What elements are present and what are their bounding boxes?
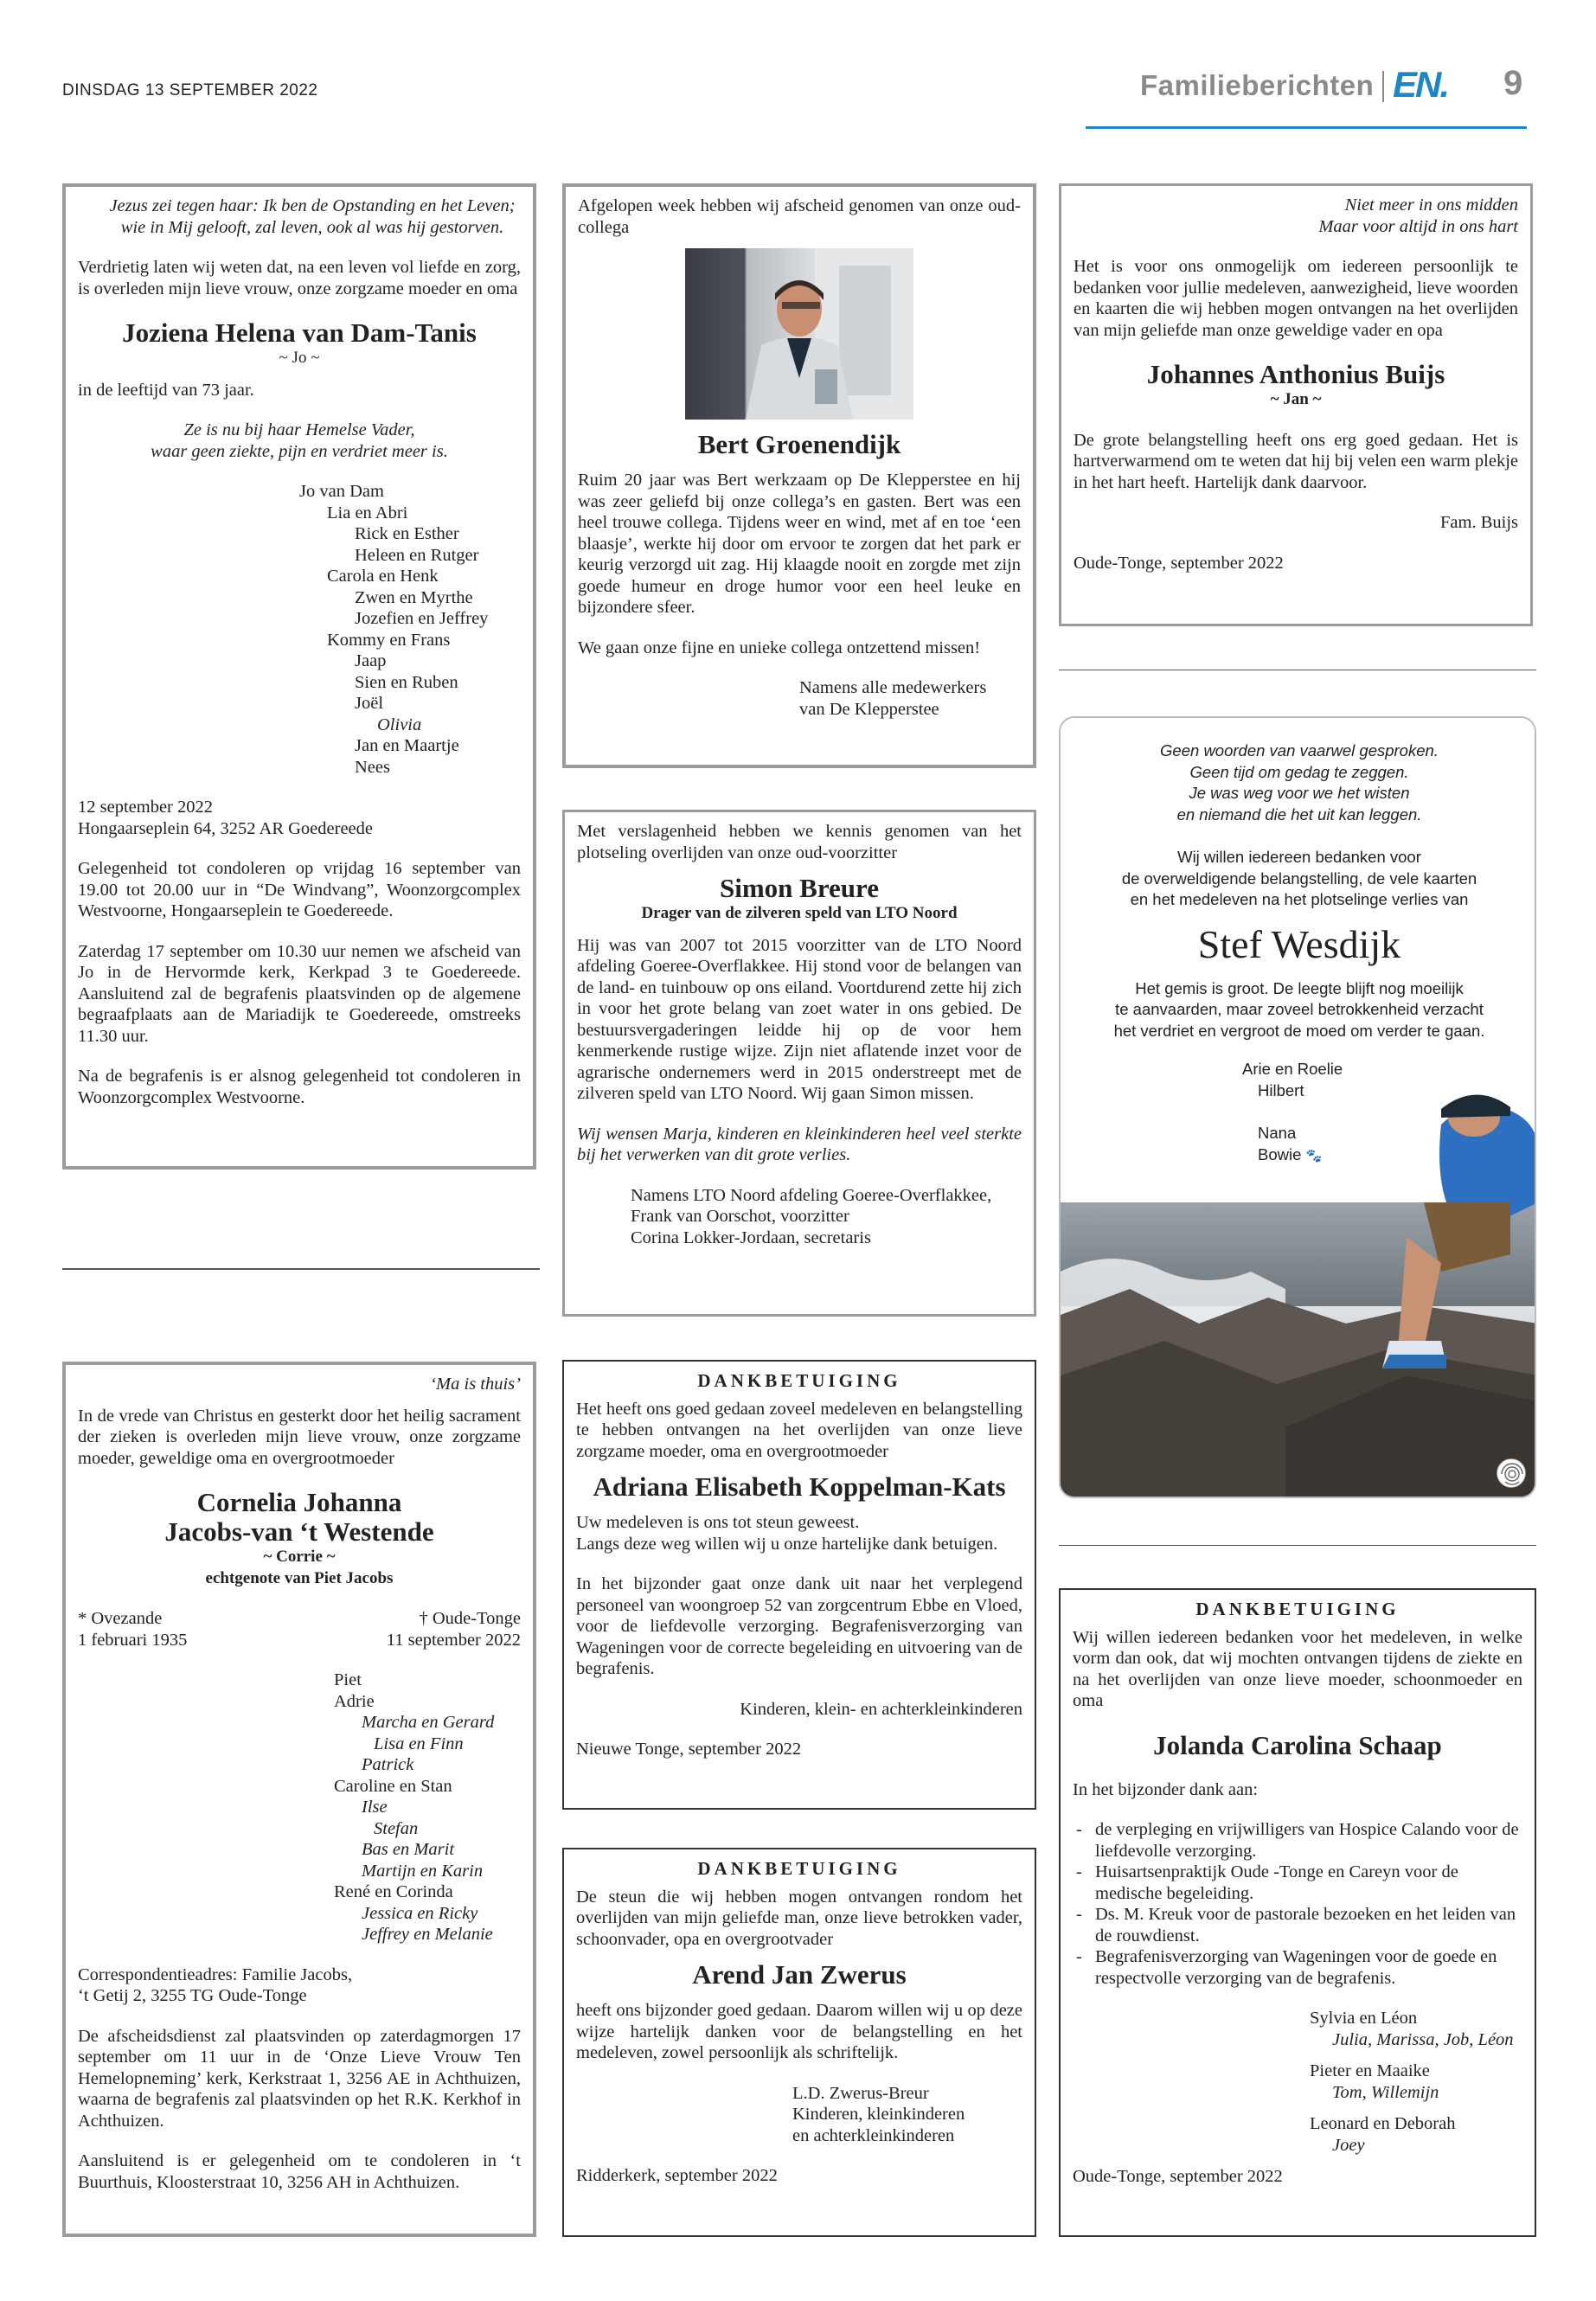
body-text: Het gemis is groot. De leegte blijft nog moeilijk te aanvaarden, maar zoveel betrokkenheid verzacht het verdriet en vergroot de moed om verder te gaan. (1113, 978, 1485, 1040)
lead-text: In het bijzonder dank aan: (1073, 1779, 1259, 1799)
deceased-name: Bert Groenendijk (697, 429, 901, 459)
nickname: ~ Jan ~ (1270, 390, 1322, 408)
condolence-text: Gelegenheid tot condoleren op vrijdag 16 september van 19.00 tot 20.00 uur in “De Windvang”, Woonzorgcomplex Westvoorne, Hongaarseplein te Goedereede. (78, 859, 521, 920)
deceased-name: Arend Jan Zwerus (692, 1959, 907, 1990)
thanks-zwerus (562, 1848, 1036, 2237)
thanks-wesdijk (1059, 716, 1536, 1498)
family-list: Piet Adrie Marcha en Gerard Lisa en Finn Patrick Caroline en Stan Ilse Stefan Bas en Marit Martijn en Karin René en Corinda Jessica en Ricky Jeffrey en Melanie (334, 1670, 495, 1944)
column-divider (1059, 1545, 1536, 1546)
condolence-text: Aansluitend is er gelegenheid om te condoleren in ‘t Buurthuis, Kloosterstraat 10, 3256 AH in Achthuizen. (78, 2151, 521, 2192)
intro-text: Het is voor ons onmogelijk om iedereen persoonlijk te bedanken voor jullie medeleven, aanwezigheid, lieve woorden en kaarten die wij hebben mogen ontvangen na het overlijden van mijn geliefde man onze geweldige vader en opa (1074, 257, 1518, 340)
body-text: De grote belangstelling heeft ons erg goed gedaan. Het is hartverwarmend om te weten dat hij bij velen een warm plekje in het hart heeft. Hartelijk dank daarvoor. (1074, 430, 1518, 492)
signature: Namens alle medewerkers van De Klepperstee (799, 678, 987, 719)
list-item: - Ds. M. Kreuk voor de pastorale bezoeken en het leiden van de rouwdienst. (1073, 1904, 1522, 1946)
place-date: Oude-Tonge, september 2022 (1074, 553, 1284, 573)
fingerprint-icon (1497, 1458, 1526, 1488)
obituary-van-dam (62, 183, 536, 1170)
service-text: De afscheidsdienst zal plaatsvinden op zaterdagmorgen 17 september om 11 uur in de ‘Onze Lieve Vrouw Ten Hemelopneming’ kerk, Kerkstraat 1, 3256 AE in Achthuizen, waarna de begrafenis zal plaatsvinden op het R.K. Kerkhof in Achthuizen. (78, 2026, 521, 2131)
obituary-breure (562, 810, 1036, 1317)
list-item: - de verpleging en vrijwilligers van Hospice Calando voor de liefdevolle verzorging. (1073, 1819, 1522, 1862)
date-line: 12 september 2022 (78, 798, 213, 817)
spouse: echtgenote van Piet Jacobs (205, 1568, 394, 1587)
subtitle: Drager van de zilveren speld van LTO Noord (641, 904, 958, 922)
nickname: ~ Corrie ~ (263, 1548, 336, 1566)
ad-heading: DANKBETUIGING (697, 1370, 901, 1391)
thanks-buijs (1059, 183, 1533, 626)
family-list: Arie en Roelie Hilbert Nana Bowie 🐾 (1242, 1060, 1343, 1163)
thanks-koppelman (562, 1360, 1036, 1810)
bible-quote: Jezus zei tegen haar: Ik ben de Opstanding en het Leven; wie in Mij gelooft, zal leven, ook al was hij gestorven. (109, 196, 516, 237)
deceased-name: Johannes Anthonius Buijs (1146, 359, 1445, 389)
age-text: in de leeftijd van 73 jaar. (78, 380, 254, 400)
nickname: ~ Jo ~ (279, 349, 320, 367)
list-item: - Begrafenisverzorging van Wageningen voor de goede en respectvolle verzorging van de begrafenis. (1073, 1946, 1522, 1989)
poem: Geen woorden van vaarwel gesproken. Geen tijd om gedag te zeggen. Je was weg voor we het wisten en niemand die het uit kan leggen. (1160, 741, 1439, 824)
ad-heading: DANKBETUIGING (1195, 1599, 1400, 1619)
address-line: Hongaarseplein 64, 3252 AR Goedereede (78, 818, 373, 838)
funeral-text: Zaterdag 17 september om 10.30 uur nemen we afscheid van Jo in de Hervormde kerk, Kerkpad 3 te Goedereede. Aansluitend zal de begrafenis plaatsvinden op de algemene begraafplaats aan de Mariadijk te Goedereede, omstreeks 11.30 uur. (78, 941, 521, 1046)
deceased-name: Jolanda Carolina Schaap (1153, 1729, 1442, 1760)
obituary-jacobs (62, 1362, 536, 2237)
place-date: Nieuwe Tonge, september 2022 (576, 1740, 802, 1759)
deceased-name: Stef Wesdijk (1197, 921, 1401, 966)
intro-text: Het heeft ons goed gedaan zoveel medeleven en belangstelling te hebben ontvangen na het overlijden van onze lieve zorgzame moeder, oma en overgrootmoeder (576, 1399, 1022, 1461)
deceased-name: Simon Breure (719, 873, 879, 903)
header-rule (1086, 126, 1527, 129)
closing-text: We gaan onze fijne en unieke collega ontzettend missen! (578, 638, 981, 657)
second-quote: Ze is nu bij haar Hemelse Vader, waar geen ziekte, pijn en verdriet meer is. (151, 420, 448, 461)
ad-text-block (1061, 740, 1536, 1167)
quote: Niet meer in ons midden Maar voor altijd in ons hart (1318, 195, 1518, 236)
dates: * Ovezande 1 februari 1935 † Oude-Tonge 11 september 2022 (78, 1609, 521, 1650)
thanks-text: Wij willen iedereen bedanken voor de overweldigende belangstelling, de vele kaarten en het medeleven na het plotselinge verlies van (1121, 848, 1477, 908)
intro-text: In de vrede van Christus en gesterkt door het heilig sacrament der zieken is overleden mijn lieve vrouw, onze zorgzame moeder, geweldige oma en overgrootmoeder (78, 1406, 521, 1468)
support-text: Uw medeleven is ons tot steun geweest. Langs deze weg willen wij u onze hartelijke dank betuigen. (576, 1513, 998, 1554)
ad-heading: DANKBETUIGING (697, 1858, 901, 1879)
body-text: Ruim 20 jaar was Bert werkzaam op De Klepperstee en hij was zeer geliefd bij onze collega’s en gasten. Bert was een heel trouwe collega. Tijdens weer en wind, met af en toe ‘een blaasje’, werkte hij door om ervoor te zorgen dat het park er keurig verzorgd uit zag. Hij klaagde nooit en zorgde met zijn goede humeur en droge humor voor een heel leuke en bijzondere sfeer. (578, 471, 1021, 617)
deceased-name: Adriana Elisabeth Koppelman-Kats (593, 1471, 1006, 1502)
family-list: Jo van Dam Lia en Abri Rick en Esther Heleen en Rutger Carola en Henk Zwen en Myrthe Jozefien en Jeffrey Kommy en Frans Jaap Sien en Ruben Joël Olivia Jan en Maartje Nees (299, 482, 489, 777)
signature: Namens LTO Noord afdeling Goeree-Overflakkee, Frank van Oorschot, voorzitter Corina Lokker-Jordaan, secretaris (631, 1185, 992, 1247)
signature: Fam. Buijs (1440, 513, 1518, 532)
quote: ‘Ma is thuis’ (430, 1375, 521, 1394)
intro-text: Verdrietig laten wij weten dat, na een leven vol liefde en zorg, is overleden mijn lieve vrouw, onze zorgzame moeder en oma (78, 258, 521, 298)
section-title: Familieberichten (1140, 69, 1375, 101)
correspondence-address: Correspondentieadres: Familie Jacobs, ‘t Getij 2, 3255 TG Oude-Tonge (78, 1965, 353, 2005)
thanks-schaap (1059, 1588, 1536, 2237)
signature: L.D. Zwerus-Breur Kinderen, kleinkinderen en achterkleinkinderen (792, 2083, 965, 2145)
place-date: Ridderkerk, september 2022 (576, 2166, 778, 2185)
page-number: 9 (1503, 64, 1523, 102)
list-item: - Huisartsenpraktijk Oude -Tonge en Careyn voor de medische begeleiding. (1073, 1862, 1522, 1904)
en-logo: EN. (1393, 64, 1449, 105)
special-thanks-text: In het bijzonder gaat onze dank uit naar het verplegend personeel van woongroep 52 van zorgcentrum Ebbe en Vloed, voor de liefdevolle verzorging. Begrafenisverzorging van Wageningen voor de correcte begeleiding en uitvoering van de begrafenis. (576, 1574, 1022, 1678)
wishes-text: Wij wensen Marja, kinderen en kleinkinderen heel veel sterkte bij het verwerken van dit grote verlies. (577, 1124, 1022, 1164)
body-text: Hij was van 2007 tot 2015 voorzitter van de LTO Noord afdeling Goeree-Overflakkee. Hij stond voor de belangen van de land- en tuinbouw op ons eiland. Voortdurend zette hij zich in voor het grote belang van zoet water in ons gebied. De bestuursvergaderingen leidde hij op de voor hem kenmerkende rustige wijze. Zijn niet aflatende inzet voor de agrarische ondernemers werd in 2015 onderstreept met de zilveren speld van LTO Noord. Wij gaan Simon missen. (577, 935, 1022, 1103)
thanks-list (1073, 1819, 1522, 1989)
after-funeral-text: Na de begrafenis is er alsnog gelegenheid tot condoleren in Woonzorgcomplex Westvoorne. (78, 1067, 521, 1107)
obituary-groenendijk (562, 183, 1036, 768)
family-list: Sylvia en Léon Julia, Marissa, Job, Léon Pieter en Maaike Tom, Willemijn Leonard en Deborah Joey (1310, 2009, 1514, 2155)
deceased-name: Joziena Helena van Dam-Tanis (122, 317, 477, 348)
paw-icon: 🐾 (1305, 1148, 1323, 1163)
portrait-photo (685, 248, 913, 420)
signature: Kinderen, klein- en achterkleinkinderen (740, 1699, 1022, 1719)
person-photo-icon (685, 248, 913, 420)
column-divider (62, 1268, 540, 1270)
intro-text: Met verslagenheid hebben we kennis genomen van het plotseling overlijden van onze oud-voorzitter (577, 822, 1022, 862)
place-date: Oude-Tonge, september 2022 (1073, 2167, 1283, 2186)
header-divider (1382, 71, 1384, 102)
intro-text: De steun die wij hebben mogen ontvangen rondom het overlijden van mijn geliefde man, onze lieve betrokken vader, schoonvader, opa en overgrootvader (576, 1887, 1022, 1949)
body-text: heeft ons bijzonder goed gedaan. Daarom willen wij u op deze wijze hartelijk danken voor de belangstelling en het medeleven, zowel persoonlijk als schriftelijk. (576, 2001, 1022, 2062)
issue-date: DINSDAG 13 SEPTEMBER 2022 (62, 81, 318, 99)
deceased-name: Cornelia Johanna Jacobs-van ‘t Westende (164, 1487, 434, 1547)
intro-text: Afgelopen week hebben wij afscheid genomen van onze oud-collega (578, 196, 1021, 237)
intro-text: Wij willen iedereen bedanken voor het medeleven, in welke vorm dan ook, dat wij mochten ontvangen tijdens de ziekte en na het overlijden van onze lieve moeder, schoonmoeder en oma (1073, 1627, 1522, 1710)
